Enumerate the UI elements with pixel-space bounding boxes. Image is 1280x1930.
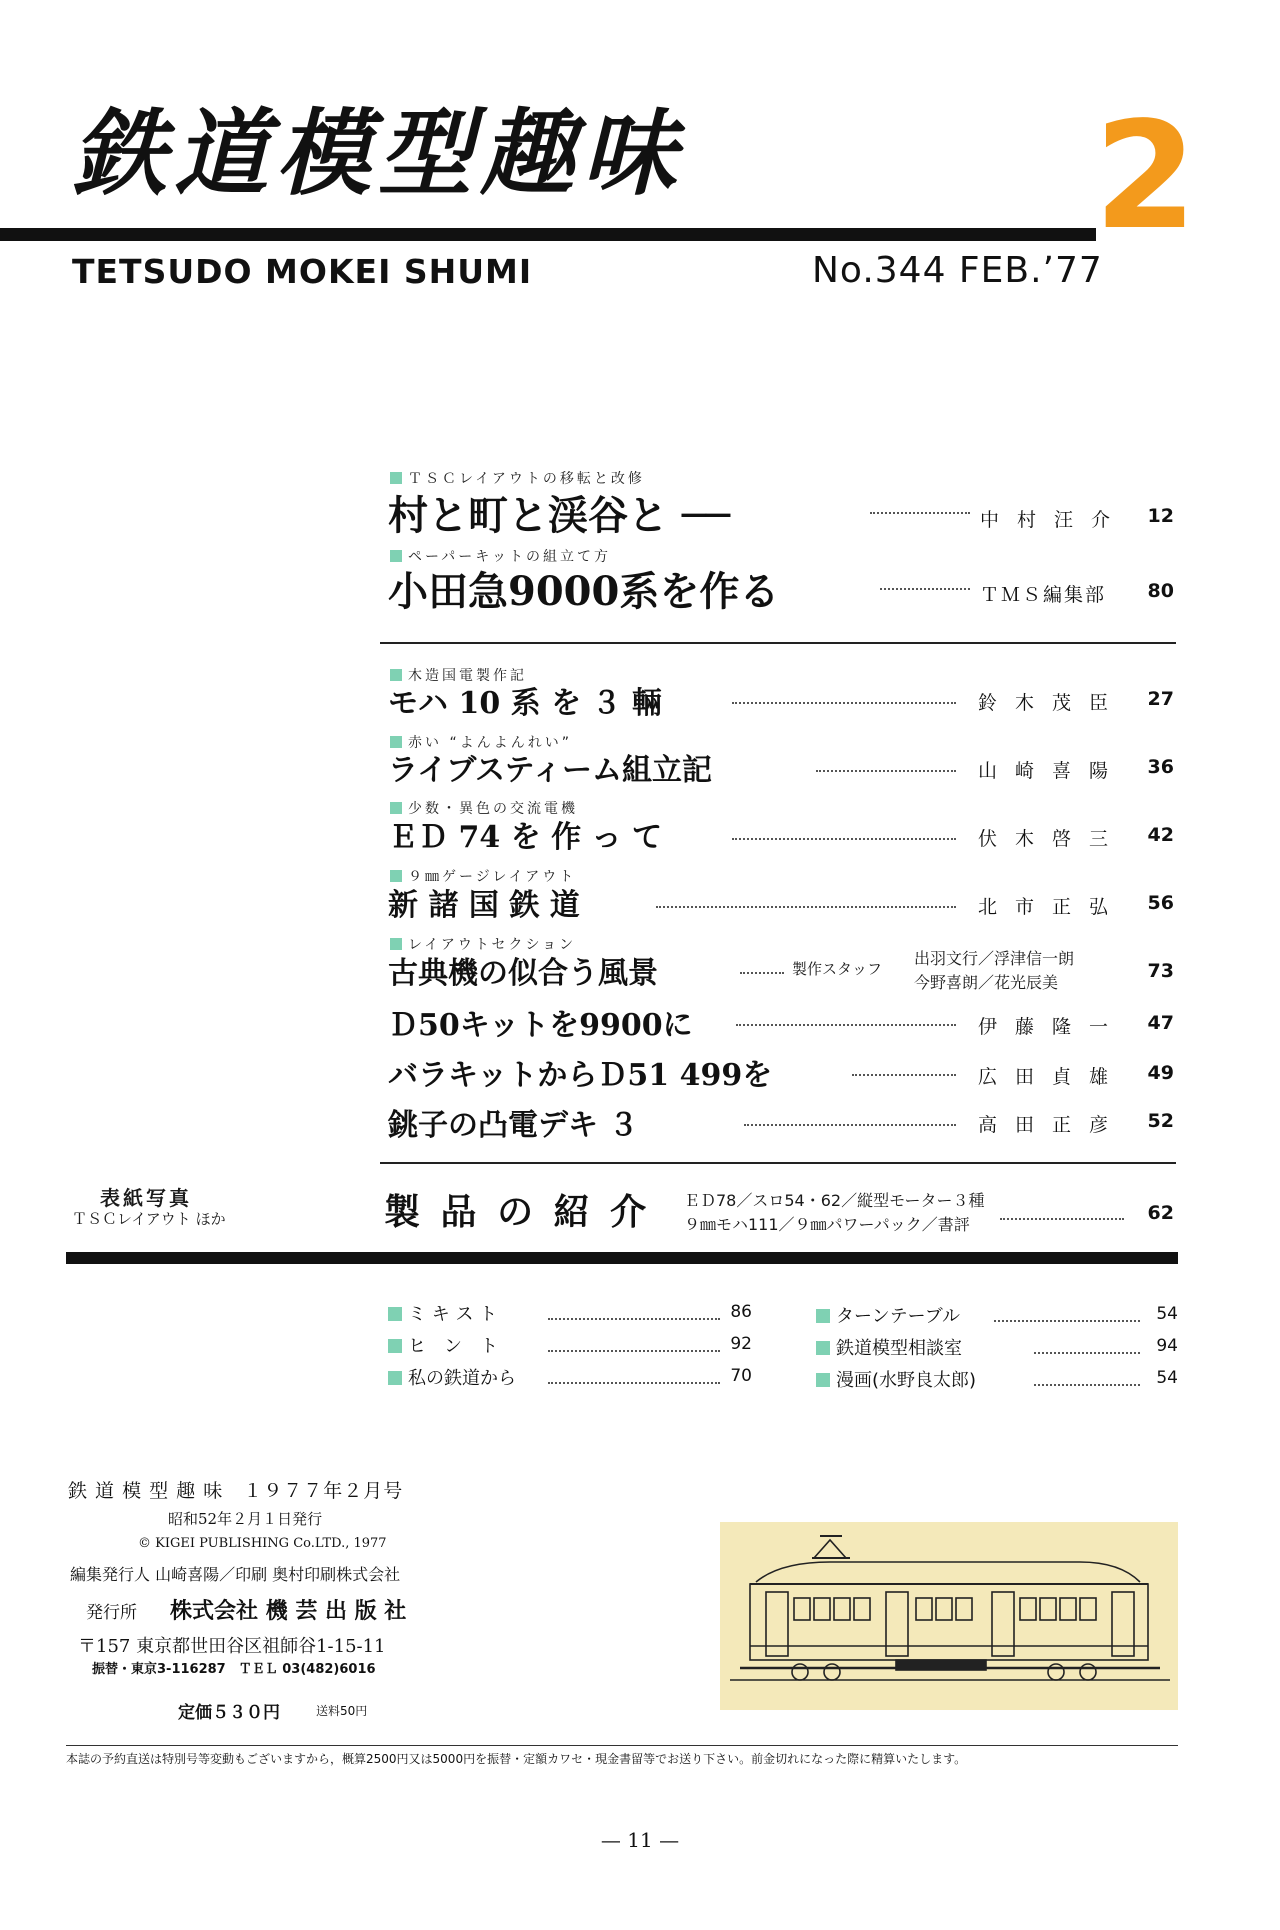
featured-page: 80 (1147, 580, 1174, 602)
list-marker (388, 1307, 402, 1321)
magazine-title: 鉄道模型趣味 (72, 100, 685, 209)
featured-title[interactable]: 小田急9000系を作る (388, 568, 780, 615)
article-author: 北市正弘 (978, 896, 1127, 918)
leader-dots (852, 1074, 956, 1076)
misc-page: 54 (1156, 1368, 1178, 1388)
list-marker (388, 1339, 402, 1353)
featured-page: 12 (1147, 505, 1174, 527)
footnote: 本誌の予約直送は特別号等変動もございますから，概算2500円又は5000円を振替・定額カワセ・現金書留等でお送り下さい。前金切れになった際に精算いたします。 (66, 1752, 967, 1766)
article-author: 今野喜朗／花光辰美 (914, 973, 1059, 992)
leader-dots (548, 1382, 720, 1384)
issue-month-number: 2 (1094, 90, 1197, 262)
products-line-2: ９㎜モハ111／９㎜パワーパック／書評 (684, 1215, 970, 1234)
article-kicker: ９㎜ゲージレイアウト (390, 866, 576, 886)
article-title[interactable]: 古典機の似合う風景 (388, 956, 658, 991)
products-title[interactable]: 製 品 の 紹 介 (384, 1191, 651, 1233)
article-kicker: 木造国電製作記 (390, 665, 527, 685)
leader-dots (1000, 1218, 1124, 1220)
article-title[interactable]: モハ 10 系 を ３ 輛 (388, 686, 662, 721)
misc-item[interactable]: ヒ ン ト (388, 1332, 498, 1358)
price: 定価５３０円 (178, 1703, 280, 1723)
article-title[interactable]: 銚子の凸電デキ ３ (388, 1108, 639, 1143)
article-author: 広田貞雄 (978, 1066, 1127, 1088)
misc-item[interactable]: ミ キ ス ト (388, 1300, 497, 1326)
leader-dots (1034, 1384, 1140, 1386)
article-page: 36 (1147, 756, 1174, 778)
leader-dots (736, 1024, 956, 1026)
page-number: — 11 — (600, 1828, 680, 1852)
leader-dots (994, 1320, 1140, 1322)
leader-dots (740, 972, 784, 974)
issue-info: No.344 FEB.’77 (812, 250, 1103, 291)
misc-page: 94 (1156, 1336, 1178, 1356)
article-title[interactable]: バラキットからＤ51 499を (388, 1058, 773, 1093)
misc-item[interactable]: ターンテーブル (816, 1302, 960, 1328)
misc-page: 92 (730, 1334, 752, 1354)
products-page: 62 (1147, 1202, 1174, 1224)
leader-dots (880, 588, 970, 590)
postage: 送料50円 (316, 1704, 368, 1718)
publisher-phone: 振替・東京3-116287 ＴＥＬ 03(482)6016 (92, 1662, 376, 1677)
article-page: 49 (1147, 1062, 1174, 1084)
leader-dots (732, 702, 956, 704)
featured-kicker: ＴＳＣレイアウトの移転と改修 (390, 468, 645, 488)
article-author: 伊藤隆一 (978, 1016, 1127, 1038)
article-title[interactable]: ＥＤ 74 を 作 っ て (388, 820, 662, 855)
article-page: 27 (1147, 688, 1174, 710)
article-page: 42 (1147, 824, 1174, 846)
list-marker (816, 1341, 830, 1355)
masthead-rule (0, 228, 1096, 241)
cover-label: 表紙写真 (100, 1186, 192, 1210)
train-illustration (720, 1522, 1178, 1710)
leader-dots (870, 512, 970, 514)
leader-dots (732, 838, 956, 840)
misc-item[interactable]: 私の鉄道から (388, 1364, 516, 1390)
article-page: 56 (1147, 892, 1174, 914)
misc-page: 86 (730, 1302, 752, 1322)
colophon-date: 昭和52年２月１日発行 (168, 1510, 323, 1528)
section-divider (380, 642, 1176, 644)
article-kicker: 少数・異色の交流電機 (390, 798, 578, 818)
featured-author: 中村汪介 (980, 509, 1129, 531)
misc-page: 54 (1156, 1304, 1178, 1324)
article-page: 52 (1147, 1110, 1174, 1132)
colophon-title: 鉄 道 模 型 趣 味 １９７７年２月号 (68, 1480, 404, 1502)
leader-dots (816, 770, 956, 772)
misc-page: 70 (730, 1366, 752, 1386)
list-marker (388, 1371, 402, 1385)
publisher-address: 〒157 東京都世田谷区祖師谷1-15-11 (78, 1636, 386, 1657)
publisher-name: 株式会社 機 芸 出 版 社 (170, 1599, 407, 1624)
kicker-marker (390, 472, 402, 484)
featured-kicker: ペーパーキットの組立て方 (390, 546, 611, 566)
colophon-editor: 編集発行人 山崎喜陽／印刷 奥村印刷株式会社 (70, 1565, 401, 1584)
article-title[interactable]: ライブスティーム組立記 (388, 753, 712, 788)
article-page: 73 (1147, 960, 1174, 982)
publisher-label: 発行所 (86, 1603, 137, 1623)
products-line-1: ＥＤ78／スロ54・62／縦型モーター３種 (684, 1191, 985, 1210)
featured-title[interactable]: 村と町と渓谷と ── (388, 492, 731, 539)
article-title[interactable]: 新 諸 国 鉄 道 (388, 888, 580, 923)
cover-subtitle: ＴＳＣレイアウト ほか (72, 1210, 226, 1228)
article-kicker: 赤い “よんよんれい” (390, 732, 572, 752)
list-marker (816, 1309, 830, 1323)
heavy-rule (66, 1252, 1178, 1264)
staff-label: 製作スタッフ (792, 960, 883, 978)
magazine-title-romanized: TETSUDO MOKEI SHUMI (72, 252, 533, 291)
article-author: 伏木啓三 (978, 828, 1127, 850)
list-marker (816, 1373, 830, 1387)
leader-dots (1034, 1352, 1140, 1354)
featured-author: ＴＭＳ編集部 (980, 584, 1107, 606)
article-author: 山崎喜陽 (978, 760, 1127, 782)
section-divider (380, 1162, 1176, 1164)
article-author: 出羽文行／浮津信一朗 (914, 949, 1075, 968)
article-page: 47 (1147, 1012, 1174, 1034)
leader-dots (744, 1124, 956, 1126)
colophon-copyright: © KIGEI PUBLISHING Co.LTD., 1977 (138, 1536, 387, 1551)
misc-item[interactable]: 漫画(水野良太郎) (816, 1366, 976, 1392)
misc-item[interactable]: 鉄道模型相談室 (816, 1334, 962, 1360)
footnote-rule (66, 1745, 1178, 1746)
train-car-drawing (720, 1522, 1178, 1710)
article-author: 高田正彦 (978, 1114, 1127, 1136)
leader-dots (548, 1350, 720, 1352)
leader-dots (548, 1318, 720, 1320)
leader-dots (656, 906, 956, 908)
article-title[interactable]: Ｄ50キットを9900に (388, 1008, 693, 1043)
article-kicker: レイアウトセクション (390, 934, 576, 954)
article-author: 鈴木茂臣 (978, 692, 1127, 714)
